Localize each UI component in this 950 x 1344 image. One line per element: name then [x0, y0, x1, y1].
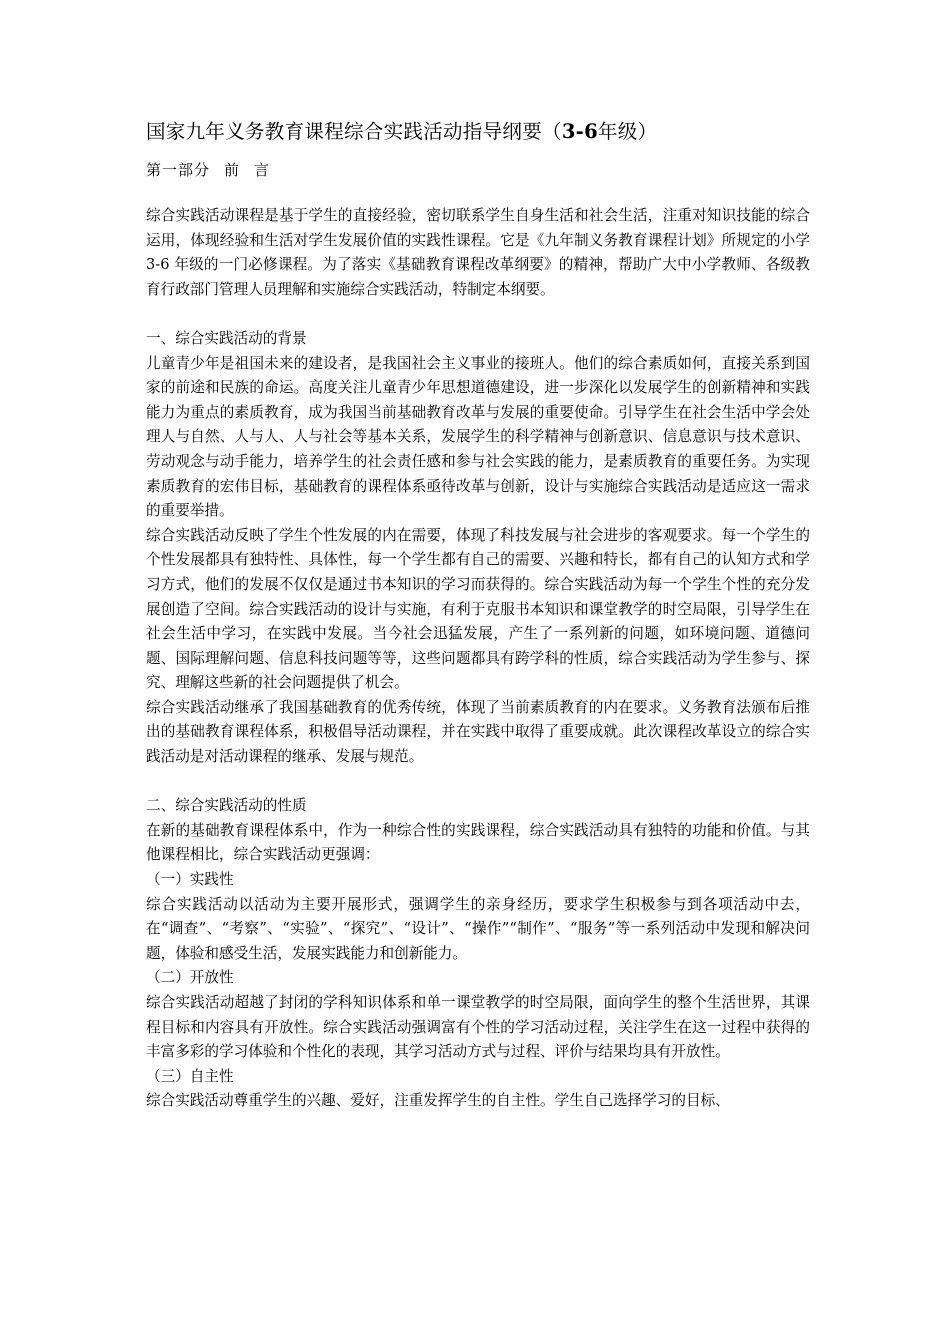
document-title: [146, 118, 810, 146]
subheading-openness: （二）开放性: [146, 969, 234, 987]
title-text-end: 年级）: [597, 120, 658, 143]
section2-paragraph-1: 在新的基础教育课程体系中，作为一种综合性的实践课程，综合实践活动具有独特的功能和价值。与其他课程相比，综合实践活动更强调：: [146, 821, 810, 864]
practicality-paragraph: 综合实践活动以活动为主要开展形式，强调学生的亲身经历，要求学生积极参与到各项活动中去，在“调查”、“考察”、“实验”、“探究”、“设计”、“操作”“制作”、“服务”等一系列活动中发现和解决问题，体验和感受生活，发展实践能力和创新能力。: [146, 895, 810, 962]
openness-paragraph: 综合实践活动超越了封闭的学科知识体系和单一课堂教学的时空局限，面向学生的整个生活世界，其课程目标和内容具有开放性。综合实践活动强调富有个性的学习活动过程，关注学生在这一过程中获得的丰富多彩的学习体验和个性化的表现，其学习活动方式与过程、评价与结果均具有开放性。: [146, 994, 810, 1061]
section-heading-nature: 二、综合实践活动的性质: [146, 797, 307, 815]
section1-paragraph-1: 儿童青少年是祖国未来的建设者，是我国社会主义事业的接班人。他们的综合素质如何，直接关系到国家的前途和民族的命运。高度关注儿童青少年思想道德建设，进一步深化以发展学生的创新精神和实践能力为重点的素质教育，成为我国当前基础教育改革与发展的重要使命。引导学生在社会生活中学会处理人与自然、人与人、人与社会等基本关系，发展学生的科学精神与创新意识、信息意识与技术意识、劳动观念与动手能力，培养学生的社会责任感和参与社会实践的能力，是素质教育的重要任务。为实现素质教育的宏伟目标，基础教育的课程体系亟待改革与创新，设计与实施综合实践活动是适应这一需求的重要举措。: [146, 354, 810, 520]
section-heading-background: 一、综合实践活动的背景: [146, 329, 307, 347]
subheading-autonomy: （三）自主性: [146, 1067, 234, 1085]
part-heading: [146, 158, 810, 182]
document-page: [146, 118, 810, 1114]
title-text: 国家九年义务教育课程综合实践活动指导纲要（: [146, 120, 562, 143]
part-word-1: 前: [224, 161, 241, 179]
autonomy-paragraph: 综合实践活动尊重学生的兴趣、爱好，注重发挥学生的自主性。学生自己选择学习的目标、: [146, 1092, 730, 1110]
subheading-practicality: （一）实践性: [146, 871, 234, 889]
part-word-2: 言: [254, 161, 271, 179]
section1-paragraph-2: 综合实践活动反映了学生个性发展的内在需要，体现了科技发展与社会进步的客观要求。每一个学生的个性发展都具有独特性、具体性，每一个学生都有自己的需要、兴趣和特长，都有自己的认知方式和学习方式，他们的发展不仅仅是通过书本知识的学习而获得的。综合实践活动为每一个学生个性的充分发展创造了空间。综合实践活动的设计与实施，有利于克服书本知识和课堂教学的时空局限，引导学生在社会生活中学习，在实践中发展。当今社会迅猛发展，产生了一系列新的问题，如环境问题、道德问题、国际理解问题、信息科技问题等等，这些问题都具有跨学科的性质，综合实践活动为学生参与、探究、理解这些新的社会问题提供了机会。: [146, 526, 810, 692]
intro-paragraph: 综合实践活动课程是基于学生的直接经验，密切联系学生自身生活和社会生活，注重对知识技能的综合运用，体现经验和生活对学生发展价值的实践性课程。它是《九年制义务教育课程计划》所规定的小学 3-6 年级的一门必修课程。为了落实《基础教育课程改革纲要》的精神，帮助广大中小学教师、各级教育行政部门管理人员理解和实施综合实践活动，特制定本纲要。: [146, 207, 810, 298]
section1-paragraph-3: 综合实践活动继承了我国基础教育的优秀传统，体现了当前素质教育的内在要求。义务教育法颁布后推出的基础教育课程体系，积极倡导活动课程，并在实践中取得了重要成就。此次课程改革设立的综合实践活动是对活动课程的继承、发展与规范。: [146, 698, 810, 766]
part-label: 第一部分: [146, 161, 211, 179]
title-grade-range: 3-6: [561, 120, 598, 143]
